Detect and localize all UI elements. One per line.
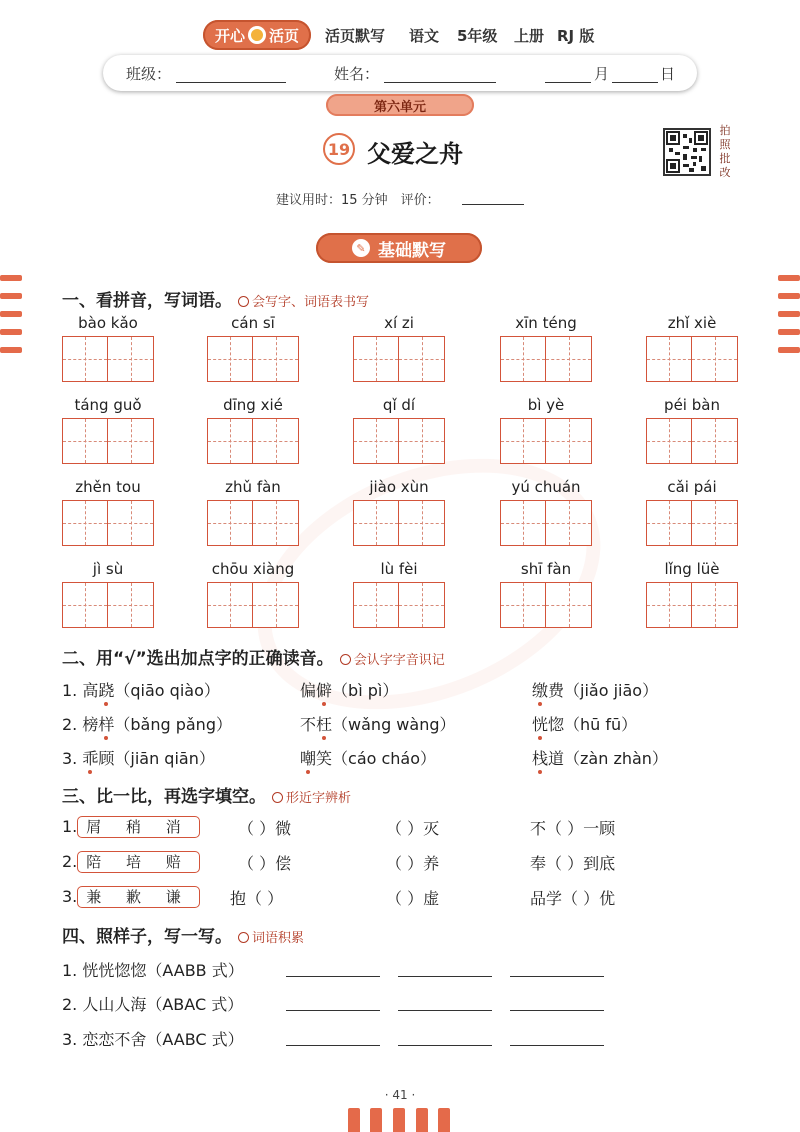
pinyin-label: chōu xiàng: [211, 560, 295, 578]
magnifier-icon: ✎: [352, 239, 370, 257]
bottom-stripe: [438, 1108, 450, 1132]
writing-box[interactable]: [646, 500, 738, 546]
tian-zi-cell[interactable]: [253, 500, 299, 546]
name-label: 姓名：: [334, 65, 380, 83]
q2-item-2-1[interactable]: 2. 榜样（bǎng pǎng）: [62, 715, 232, 734]
pinyin-label: táng guǒ: [74, 396, 142, 414]
tian-zi-cell[interactable]: [500, 336, 546, 382]
q4-answer-2b[interactable]: [398, 1009, 492, 1011]
pinyin-label: yú chuán: [511, 478, 581, 496]
writing-box[interactable]: [353, 582, 445, 628]
q2-item-3-2[interactable]: 嘲笑（cáo cháo）: [300, 749, 437, 768]
q4-tag: 词语积累: [238, 931, 304, 946]
tian-zi-cell[interactable]: [692, 336, 738, 382]
tian-zi-cell[interactable]: [62, 582, 108, 628]
day-label: 日: [660, 65, 676, 83]
q3-choices: 屑 稍 消: [77, 816, 200, 838]
volume: 上册: [514, 27, 545, 45]
pinyin-label: zhǐ xiè: [667, 314, 717, 332]
bottom-stripe: [370, 1108, 382, 1132]
pinyin-item: [207, 478, 299, 546]
pinyin-label: cán sī: [231, 314, 275, 332]
tian-zi-cell[interactable]: [353, 336, 399, 382]
pinyin-label: dīng xié: [223, 396, 283, 414]
pinyin-item: [646, 478, 738, 546]
pinyin-item: [353, 478, 445, 546]
qr-code-icon[interactable]: [663, 128, 711, 176]
q4-item-1: 1. 恍恍惚惚（AABB 式）: [62, 961, 244, 980]
right-edge-stripes: [778, 275, 800, 353]
tian-zi-cell[interactable]: [108, 582, 154, 628]
pinyin-item: [500, 478, 592, 546]
pinyin-label: xí zi: [384, 314, 414, 332]
bottom-stripe: [393, 1108, 405, 1132]
q3-title: 三、比一比，再选字填空。 形近字辨析: [62, 787, 352, 807]
tian-zi-cell[interactable]: [692, 418, 738, 464]
writing-box[interactable]: [207, 418, 299, 464]
subject: 语文: [409, 27, 440, 45]
suggested-time: 建议用时：15 分钟 评价：: [276, 193, 440, 208]
q3-blank-3c[interactable]: 品学（ ）优: [530, 889, 616, 908]
q2-item-1-2[interactable]: 偏僻（bì pì）: [300, 681, 399, 700]
edition: RJ 版: [557, 27, 595, 45]
q2-item-1-1[interactable]: 1. 高跷（qiāo qiào）: [62, 681, 220, 700]
pinyin-item: [646, 314, 738, 382]
q3-choices: 陪 培 赔: [77, 851, 200, 873]
pinyin-label: lǐng lüè: [664, 560, 720, 578]
writing-box[interactable]: [207, 582, 299, 628]
tian-zi-cell[interactable]: [546, 582, 592, 628]
pinyin-label: péi bàn: [664, 396, 720, 414]
month-label: 月: [594, 65, 610, 83]
tag-icon: [238, 932, 249, 943]
tian-zi-cell[interactable]: [692, 582, 738, 628]
pinyin-label: jì sù: [92, 560, 124, 578]
bottom-stripe: [348, 1108, 360, 1132]
tian-zi-cell[interactable]: [207, 582, 253, 628]
logo-left-text: 开心: [214, 26, 245, 45]
tian-zi-cell[interactable]: [546, 500, 592, 546]
pinyin-item: [646, 560, 738, 628]
section-badge: [316, 233, 482, 263]
pinyin-item: [500, 396, 592, 464]
tian-zi-cell[interactable]: [692, 500, 738, 546]
writing-box[interactable]: [62, 500, 154, 546]
tag-icon: [272, 792, 283, 803]
q4-title: 四、照样子，写一写。 词语积累: [62, 927, 305, 947]
pinyin-label: zhěn tou: [75, 478, 141, 496]
pinyin-item: [62, 314, 154, 382]
q4-answer-2c[interactable]: [510, 1009, 604, 1011]
writing-box[interactable]: [207, 336, 299, 382]
section-title: 基础默写: [378, 240, 446, 261]
tian-zi-cell[interactable]: [253, 336, 299, 382]
logo-right-text: 活页: [269, 26, 300, 45]
brand-logo: [203, 20, 311, 50]
bottom-stripe: [416, 1108, 428, 1132]
q2-title: 二、用“√”选出加点字的正确读音。 会认字字音识记: [62, 649, 445, 669]
q3-tag: 形近字辨析: [272, 791, 351, 806]
tag-icon: [238, 296, 249, 307]
pinyin-label: qǐ dí: [382, 396, 416, 414]
pinyin-item: [207, 396, 299, 464]
pinyin-item: [500, 560, 592, 628]
pinyin-item: [353, 314, 445, 382]
writing-box[interactable]: [353, 336, 445, 382]
pinyin-item: [353, 396, 445, 464]
writing-box[interactable]: [207, 500, 299, 546]
tian-zi-cell[interactable]: [207, 418, 253, 464]
q2-item-2-2[interactable]: 不枉（wǎng wàng）: [300, 715, 456, 734]
q4-answer-3a[interactable]: [286, 1044, 380, 1046]
day-field[interactable]: [612, 64, 658, 83]
grade: 5年级: [457, 27, 498, 45]
pinyin-item: [207, 314, 299, 382]
pinyin-label: jiào xùn: [369, 478, 429, 496]
q3-blank-1c[interactable]: 不（ ）一顾: [530, 819, 616, 838]
pinyin-label: shī fàn: [520, 560, 572, 578]
tian-zi-cell[interactable]: [646, 500, 692, 546]
q4-item-2: 2. 人山人海（ABAC 式）: [62, 995, 244, 1014]
q1-tag: 会写字、词语表书写: [238, 295, 369, 310]
tian-zi-cell[interactable]: [62, 336, 108, 382]
tian-zi-cell[interactable]: [62, 418, 108, 464]
tian-zi-cell[interactable]: [646, 336, 692, 382]
tian-zi-cell[interactable]: [253, 582, 299, 628]
pinyin-label: zhǔ fàn: [225, 478, 281, 496]
tian-zi-cell[interactable]: [646, 418, 692, 464]
q3-blank-2b[interactable]: （ ）养: [386, 854, 440, 873]
writing-box[interactable]: [646, 418, 738, 464]
month-field[interactable]: [545, 64, 591, 83]
tian-zi-cell[interactable]: [207, 500, 253, 546]
q3-row-1: 1. 屑 稍 消: [62, 816, 200, 837]
tian-zi-cell[interactable]: [399, 418, 445, 464]
tian-zi-cell[interactable]: [108, 418, 154, 464]
writing-box[interactable]: [646, 336, 738, 382]
q2-item-2-3[interactable]: 恍惚（hū fū）: [532, 715, 638, 734]
logo-ring-icon: [248, 26, 266, 44]
pinyin-item: [207, 560, 299, 628]
writing-box[interactable]: [353, 500, 445, 546]
writing-box[interactable]: [500, 582, 592, 628]
lesson-title: 父爱之舟: [367, 140, 463, 168]
unit-badge: 第六单元: [326, 94, 474, 116]
q3-blank-3b[interactable]: （ ）虚: [386, 889, 440, 908]
pinyin-item: [62, 478, 154, 546]
q4-answer-1b[interactable]: [398, 975, 492, 977]
pinyin-label: xīn téng: [515, 314, 577, 332]
q3-row-3: 3. 兼 歉 谦: [62, 886, 200, 907]
pinyin-label: bào kǎo: [78, 314, 138, 332]
q2-item-1-3[interactable]: 缴费（jiǎo jiāo）: [532, 681, 659, 700]
q3-blank-2c[interactable]: 奉（ ）到底: [530, 854, 616, 873]
class-label: 班级：: [126, 65, 172, 83]
q3-blank-3a[interactable]: 抱（ ）: [230, 889, 284, 908]
lesson-number: 19: [323, 133, 355, 165]
q4-answer-2a[interactable]: [286, 1009, 380, 1011]
writing-box[interactable]: [353, 418, 445, 464]
tian-zi-cell[interactable]: [353, 582, 399, 628]
q2-item-3-1[interactable]: 3. 乖顾（jiān qiān）: [62, 749, 215, 768]
pinyin-label: cǎi pái: [667, 478, 717, 496]
pinyin-item: [353, 560, 445, 628]
pinyin-item: [62, 560, 154, 628]
q1-title: 一、看拼音，写词语。 会写字、词语表书写: [62, 291, 370, 311]
writing-box[interactable]: [646, 582, 738, 628]
tian-zi-cell[interactable]: [546, 418, 592, 464]
scan-correct-label: 拍 照 批 改: [719, 124, 731, 179]
tian-zi-cell[interactable]: [108, 500, 154, 546]
writing-box[interactable]: [62, 582, 154, 628]
page-number: · 41 ·: [384, 1088, 416, 1102]
q2-item-3-3[interactable]: 栈道（zàn zhàn）: [532, 749, 668, 768]
q4-item-3: 3. 恋恋不舍（AABC 式）: [62, 1030, 244, 1049]
writing-box[interactable]: [500, 336, 592, 382]
q3-blank-1a[interactable]: （ ）微: [238, 819, 292, 838]
series-name: 活页默写: [325, 27, 386, 45]
tian-zi-cell[interactable]: [500, 582, 546, 628]
left-edge-stripes: [0, 275, 22, 353]
tag-icon: [340, 654, 351, 665]
writing-box[interactable]: [62, 336, 154, 382]
tian-zi-cell[interactable]: [399, 336, 445, 382]
writing-box[interactable]: [500, 500, 592, 546]
tian-zi-cell[interactable]: [399, 582, 445, 628]
pinyin-label: lù fèi: [380, 560, 418, 578]
tian-zi-cell[interactable]: [500, 418, 546, 464]
q3-blank-2a[interactable]: （ ）偿: [238, 854, 292, 873]
tian-zi-cell[interactable]: [353, 500, 399, 546]
q4-answer-3c[interactable]: [510, 1044, 604, 1046]
tian-zi-cell[interactable]: [353, 418, 399, 464]
q4-answer-3b[interactable]: [398, 1044, 492, 1046]
q3-blank-1b[interactable]: （ ）灭: [386, 819, 440, 838]
q2-tag: 会认字字音识记: [340, 653, 445, 668]
tian-zi-cell[interactable]: [500, 500, 546, 546]
writing-box[interactable]: [500, 418, 592, 464]
pinyin-item: [62, 396, 154, 464]
q3-choices: 兼 歉 谦: [77, 886, 200, 908]
rating-field[interactable]: [462, 189, 524, 205]
writing-box[interactable]: [62, 418, 154, 464]
q4-answer-1c[interactable]: [510, 975, 604, 977]
class-field[interactable]: [176, 64, 286, 83]
pinyin-item: [646, 396, 738, 464]
pinyin-item: [500, 314, 592, 382]
q3-row-2: 2. 陪 培 赔: [62, 851, 200, 872]
tian-zi-cell[interactable]: [108, 336, 154, 382]
tian-zi-cell[interactable]: [546, 336, 592, 382]
tian-zi-cell[interactable]: [62, 500, 108, 546]
tian-zi-cell[interactable]: [253, 418, 299, 464]
tian-zi-cell[interactable]: [399, 500, 445, 546]
q4-answer-1a[interactable]: [286, 975, 380, 977]
name-field[interactable]: [384, 64, 496, 83]
pinyin-label: bì yè: [527, 396, 565, 414]
tian-zi-cell[interactable]: [646, 582, 692, 628]
tian-zi-cell[interactable]: [207, 336, 253, 382]
